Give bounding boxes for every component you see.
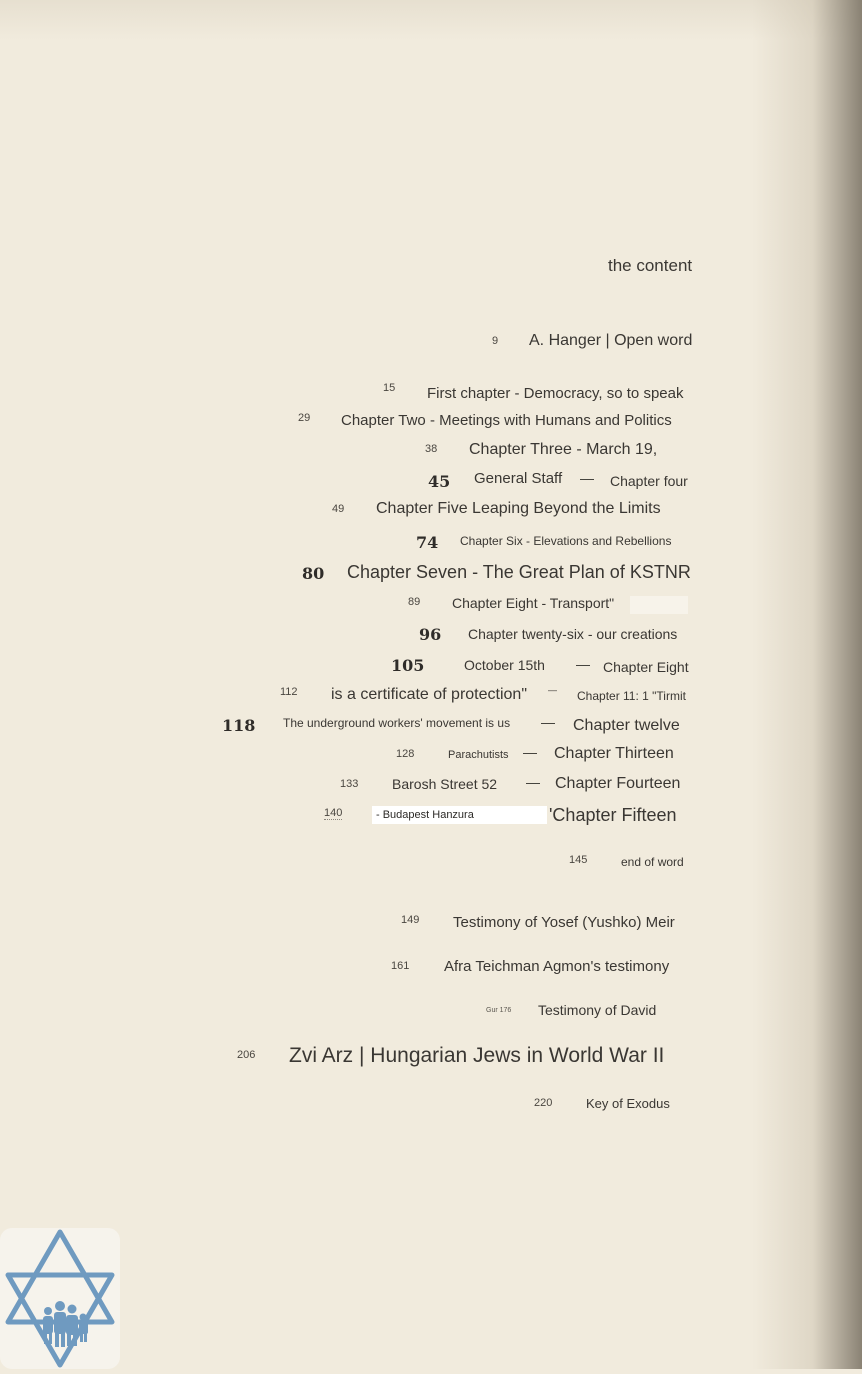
logo [0, 1228, 120, 1369]
toc-page-number: 29 [298, 412, 311, 424]
toc-page-number: 161 [391, 960, 410, 972]
whiteout-patch [630, 596, 688, 614]
toc-entry-chapter: 'Chapter Fifteen [549, 805, 677, 825]
toc-entry-text: Chapter Six - Elevations and Rebellions [460, 534, 672, 548]
toc-entry-chapter: Chapter twelve [573, 717, 680, 734]
toc-page-number: 220 [534, 1097, 553, 1109]
toc-entry-chapter: Chapter Fourteen [555, 775, 681, 792]
toc-page-number: 9 [492, 335, 499, 347]
toc-entry-text: Chapter Eight - Transport" [452, 595, 615, 611]
toc-entry-text: Testimony of Yosef (Yushko) Meir [453, 914, 675, 931]
toc-page-number: 149 [401, 914, 420, 926]
toc-page-number: 105 [391, 656, 425, 675]
toc-dash: — [580, 470, 594, 486]
toc-entry-text: end of word [621, 855, 684, 869]
toc-page-number: 112 [280, 686, 298, 698]
toc-entry-text: Chapter Seven - The Great Plan of KSTNR [347, 562, 691, 582]
toc-entry-text: Chapter Two - Meetings with Humans and Politics [341, 412, 672, 429]
toc-page-number: Gur 176 [486, 1007, 512, 1014]
toc-entry-text: The underground workers' movement is us [283, 716, 511, 730]
page-edge-shadow [752, 0, 862, 1369]
toc-entry-text: Chapter twenty-six - our creations [468, 626, 678, 642]
toc-entry-text: Testimony of David [538, 1002, 657, 1018]
toc-entry-text: - Budapest Hanzura [376, 809, 474, 821]
toc-page-number: 133 [340, 778, 359, 790]
toc-dash: — [548, 685, 557, 695]
toc-page-number: 45 [428, 472, 451, 491]
toc-page-number: 128 [396, 748, 415, 760]
toc-page-number: 74 [416, 533, 439, 552]
toc-page-number: 145 [569, 854, 588, 866]
toc-page-number: 118 [222, 716, 256, 735]
toc-dash: — [523, 744, 537, 760]
toc-title: the content [608, 256, 693, 275]
toc-entry-text: A. Hanger | Open word [529, 332, 693, 349]
toc-entry-text: Afra Teichman Agmon's testimony [444, 958, 670, 975]
toc-page-number: 96 [419, 625, 442, 644]
toc-entry-text: Chapter Three - March 19, [469, 441, 658, 458]
page-shade-top [0, 0, 862, 40]
toc-entry-text: Parachutists [448, 749, 509, 761]
toc-entry-chapter: Chapter Eight [603, 659, 689, 675]
toc-entry-text: Key of Exodus [586, 1096, 670, 1111]
toc-entry-text: First chapter - Democracy, so to speak [427, 385, 684, 402]
star-of-david-family-icon [0, 1228, 120, 1369]
toc-entry-text: General Staff [474, 470, 563, 487]
toc-entry-text: Zvi Arz | Hungarian Jews in World War II [289, 1044, 665, 1067]
toc-dash: — [541, 714, 555, 730]
toc-page-number: 206 [237, 1049, 256, 1061]
toc-entry-chapter: Chapter four [610, 473, 688, 489]
toc-dash: — [526, 774, 540, 790]
toc-entry-text: October 15th [464, 657, 545, 673]
toc-entry-text: is a certificate of protection" [331, 686, 527, 703]
toc-dash: — [576, 656, 590, 672]
toc-entry-text: Barosh Street 52 [392, 776, 498, 792]
toc-entry-text: Chapter Five Leaping Beyond the Limits [376, 500, 661, 517]
toc-entry-chapter: Chapter 11: 1 "Tirmit [577, 689, 686, 703]
toc-entry-chapter: Chapter Thirteen [554, 745, 674, 762]
toc-page-number: 80 [302, 564, 325, 583]
toc-page-number: 140 [324, 807, 343, 819]
toc-page-number: 15 [383, 382, 396, 394]
toc-page-number: 89 [408, 596, 421, 608]
toc-page-number: 49 [332, 503, 345, 515]
toc-page-number: 38 [425, 443, 438, 455]
